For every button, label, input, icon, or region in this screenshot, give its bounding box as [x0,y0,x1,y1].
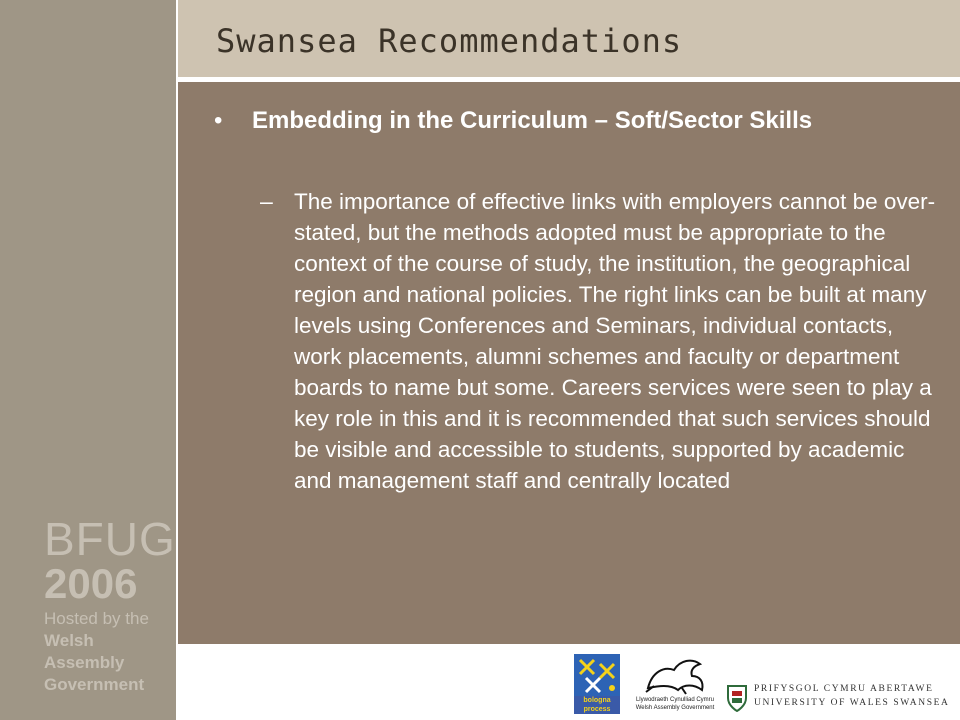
welsh-assembly-logo [634,652,716,716]
bullet-mark: • [214,107,223,134]
footer-logos [176,644,960,720]
slide-title-bar [178,0,960,79]
crest-icon [726,684,748,712]
bologna-stars-icon [574,654,620,696]
dragon-icon [634,652,716,696]
bfug-branding [44,513,176,696]
bullet-heading: Embedding in the Curriculum – Soft/Sector Skills [252,107,813,134]
org-line-3: Government [44,675,145,694]
university-english-name: UNIVERSITY OF WALES SWANSEA [754,698,950,708]
bfug-logo-text: BFUG [44,513,176,565]
slide-title: Swansea Recommendations [216,22,683,60]
welsh-assembly-caption: Llywodraeth Cynulliad Cymru Welsh Assembly Government [635,697,715,711]
sub-bullet-text: The importance of effective links with employers cannot be over-stated, but the methods adopted must be appropriate to the context of the course of study, the institution, the geographical region and national policies. The right links can be built at many levels using Conferences and Seminars, individual contacts, work placements, alumni schemes and faculty or department boards to name but some. Careers services were seen to play a key role in this and it is recommended that such services should be visible and accessible to students, supported by academic and management staff and centrally located [294,189,936,493]
bfug-year: 2006 [44,560,138,607]
sidebar [0,0,176,720]
bullet-item [214,104,934,138]
org-line-1: Welsh [44,631,94,650]
bologna-process-logo [574,654,620,714]
university-of-wales-swansea-logo [726,684,960,714]
sub-bullet-item [260,186,940,496]
slide-content [178,82,960,644]
bologna-logo-text: bologna process [574,696,620,714]
hosted-by-label: Hosted by the [44,609,149,628]
university-welsh-name: PRIFYSGOL CYMRU ABERTAWE [754,684,934,694]
sub-bullet-mark: – [260,188,273,214]
org-line-2: Assembly [44,653,125,672]
